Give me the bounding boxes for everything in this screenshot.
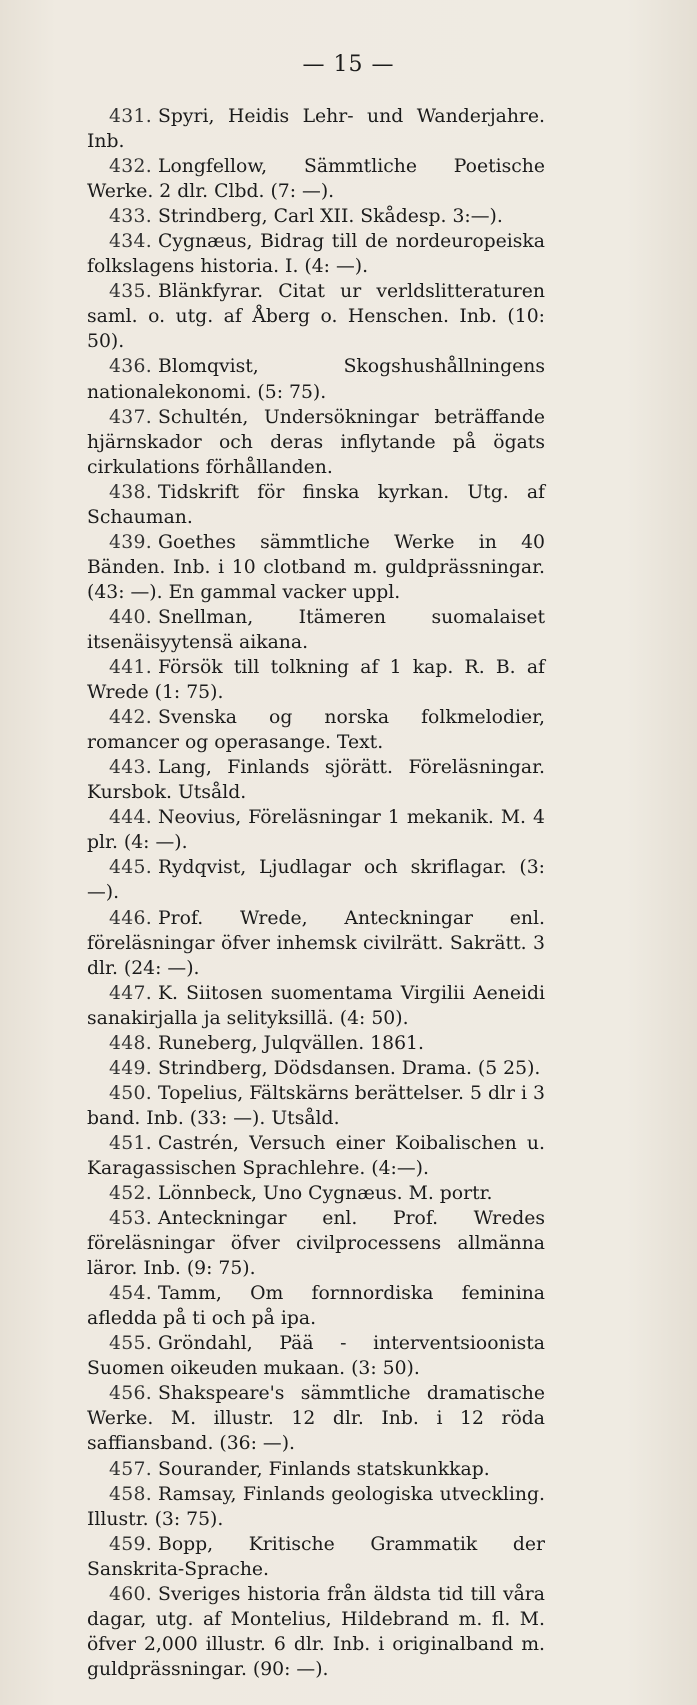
entry-number: 451. [109,1132,153,1154]
entry-number: 452. [109,1183,153,1205]
catalog-entry [87,1281,545,1331]
entry-number: 449. [109,1057,153,1079]
entry-text: Gröndahl, Pää - interventsioonista Suomen oikeuden mukaan. (3: 50). [87,1333,545,1380]
entry-number: 432. [109,156,153,178]
catalog-entry [87,1457,545,1482]
catalog-entry [87,1131,545,1181]
entry-text: Castrén, Versuch einer Koibalischen u. Karagassischen Sprachlehre. (4:—). [87,1132,545,1179]
catalog-entry [87,354,545,404]
entry-list [87,104,545,1682]
entry-number: 456. [109,1383,153,1405]
catalog-entry [87,755,545,805]
entry-number: 440. [109,606,153,628]
catalog-entry [87,655,545,705]
entry-number: 431. [109,106,153,127]
entry-number: 455. [109,1333,153,1355]
entry-text: Anteckningar enl. Prof. Wredes föreläsningar öfver civilprocessens allmänna läror. Inb. (9: 75). [87,1208,545,1280]
catalog-entry [87,1206,545,1281]
entry-text: Sourander, Finlands statskunkkap. [158,1458,490,1480]
catalog-entry [87,981,545,1031]
entry-text: Svenska og norska folkmelodier, romancer og operasange. Text. [87,707,545,754]
page-number: — 15 — [302,52,395,77]
entry-text: Lang, Finlands sjörätt. Föreläsningar. Kursbok. Utsåld. [87,757,545,804]
catalog-entry [87,1056,545,1081]
entry-text: K. Siitosen suomentama Virgilii Aeneidi sanakirjalla ja selityksillä. (4: 50). [87,982,545,1029]
entry-number: 441. [109,657,153,679]
entry-number: 442. [109,707,153,729]
catalog-entry [87,1031,545,1056]
catalog-entry [87,405,545,480]
entry-text: Shakspeare's sämmtliche dramatische Werke. M. illustr. 12 dlr. Inb. i 12 röda saffiansband. (36: —). [87,1383,545,1455]
catalog-entry [87,1181,545,1206]
entry-text: Försök till tolkning af 1 kap. R. B. af Wrede (1: 75). [87,657,545,704]
entry-number: 434. [109,231,153,253]
entry-number: 433. [109,206,153,228]
catalog-entry [87,805,545,855]
entry-number: 443. [109,757,153,779]
entry-text: Snellman, Itämeren suomalaiset itsenäisyytensä aikana. [87,606,545,653]
entry-text: Strindberg, Carl XII. Skådesp. 3:—). [158,206,503,228]
entry-number: 453. [109,1208,153,1230]
catalog-entry [87,1482,545,1532]
entry-text: Topelius, Fältskärns berättelser. 5 dlr i 3 band. Inb. (33: —). Utsåld. [87,1082,545,1129]
catalog-entry [87,906,545,981]
entry-text: Cygnæus, Bidrag till de nordeuropeiska folkslagens historia. I. (4: —). [87,231,545,278]
entry-number: 435. [109,281,153,303]
entry-number: 446. [109,907,153,929]
entry-number: 457. [109,1458,153,1480]
catalog-entry [87,104,545,154]
catalog-entry [87,229,545,279]
catalog-entry [87,855,545,905]
entry-text: Spyri, Heidis Lehr- und Wanderjahre. Inb. [87,106,545,153]
entry-text: Lönnbeck, Uno Cygnæus. M. portr. [158,1183,493,1205]
entry-number: 460. [109,1583,153,1605]
entry-text: Prof. Wrede, Anteckningar enl. föreläsningar öfver inhemsk civilrätt. Sakrätt. 3 dlr. (24: —). [87,907,545,979]
catalog-entry [87,1331,545,1381]
entry-text: Tamm, Om fornnordiska feminina afledda på ti och på ipa. [87,1283,545,1330]
entry-number: 448. [109,1032,153,1054]
entry-number: 454. [109,1283,153,1305]
entry-text: Rydqvist, Ljudlagar och skriflagar. (3: —). [87,857,545,904]
entry-text: Neovius, Föreläsningar 1 mekanik. M. 4 plr. (4: —). [87,807,545,854]
catalog-entry [87,1381,545,1456]
entry-text: Blänkfyrar. Citat ur verldslitteraturen saml. o. utg. af Åberg o. Henschen. Inb. (10: 50). [87,281,545,353]
entry-text: Sveriges historia från äldsta tid till våra dagar, utg. af Montelius, Hildebrand m. fl. M. öfver 2,000 illustr. 6 dlr. Inb. i originalband m. guldprässningar. (90: —). [87,1583,545,1680]
entry-text: Tidskrift för finska kyrkan. Utg. af Schauman. [87,481,545,528]
catalog-entry [87,1081,545,1131]
catalog-entry [87,605,545,655]
entry-number: 459. [109,1533,153,1555]
catalog-entry [87,705,545,755]
catalog-entry [87,1582,545,1682]
entry-number: 437. [109,406,153,428]
entry-number: 450. [109,1082,153,1104]
entry-number: 444. [109,807,153,829]
entry-text: Goethes sämmtliche Werke in 40 Bänden. Inb. i 10 clotband m. guldprässningar. (43: —). En gammal vacker uppl. [87,531,545,603]
entry-text: Schultén, Undersökningar beträffande hjärnskador och deras inflytande på ögats cirkulations förhållanden. [87,406,545,478]
entry-text: Runeberg, Julqvällen. 1861. [158,1032,424,1054]
catalog-entry [87,480,545,530]
entry-number: 438. [109,481,153,503]
entry-text: Longfellow, Sämmtliche Poetische Werke. 2 dlr. Clbd. (7: —). [87,156,545,203]
catalog-entry [87,204,545,229]
entry-number: 445. [109,857,153,879]
entry-number: 439. [109,531,153,553]
entry-number: 436. [109,356,153,378]
catalog-entry [87,1532,545,1582]
catalog-entry [87,279,545,354]
entry-number: 458. [109,1483,153,1505]
catalog-entry [87,530,545,605]
entry-text: Ramsay, Finlands geologiska utveckling. Illustr. (3: 75). [87,1483,545,1530]
entry-text: Strindberg, Dödsdansen. Drama. (5 25). [158,1057,541,1079]
catalog-entry [87,154,545,204]
entry-text: Bopp, Kritische Grammatik der Sanskrita-Sprache. [87,1533,545,1580]
entry-number: 447. [109,982,153,1004]
entry-text: Blomqvist, Skogshushållningens nationalekonomi. (5: 75). [87,356,545,403]
